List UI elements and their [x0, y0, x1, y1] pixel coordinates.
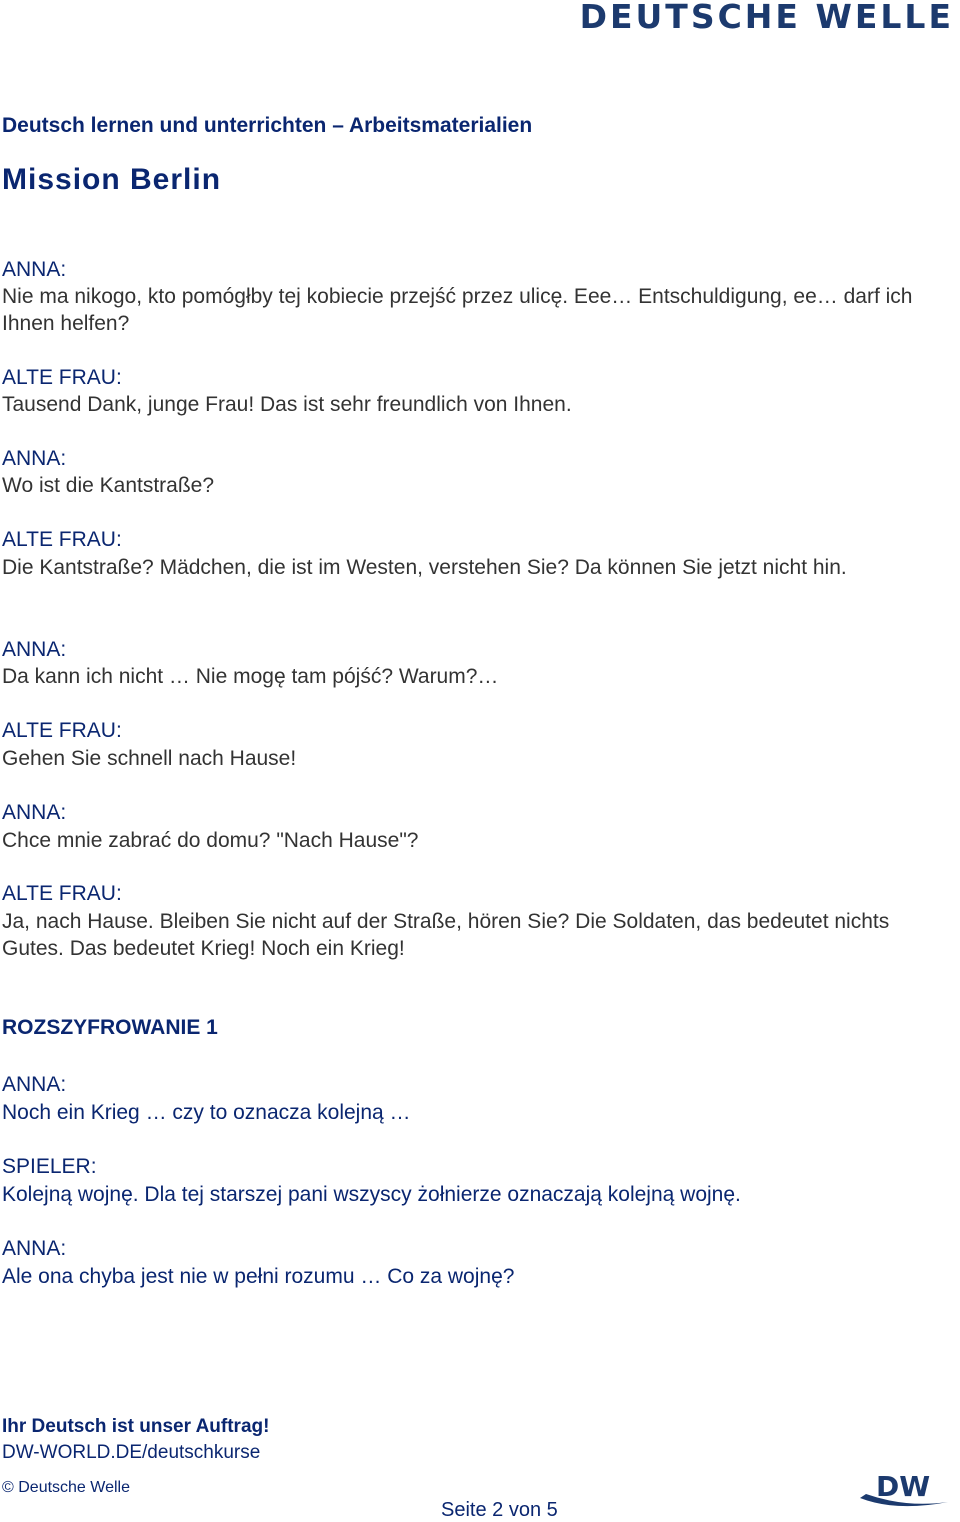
speaker-label: ANNA: [2, 1237, 67, 1260]
logo-text: DW [876, 1470, 931, 1503]
dw-logo-icon [856, 1468, 952, 1512]
dialogue-line: Kolejną wojnę. Dla tej starszej pani wszyscy żołnierze oznaczają kolejną wojnę. [2, 1183, 741, 1206]
speaker-label: ANNA: [2, 447, 67, 470]
dialogue-line: Gehen Sie schnell nach Hause! [2, 747, 297, 770]
brand-wordmark: DEUTSCHE WELLE [579, 0, 954, 36]
speaker-label: ANNA: [2, 258, 67, 281]
footer-copyright: © Deutsche Welle [2, 1479, 130, 1496]
speaker-label: ANNA: [2, 638, 67, 661]
dialogue-line: Ja, nach Hause. Bleiben Sie nicht auf der Straße, hören Sie? Die Soldaten, das bedeutet nichts Gutes. Das bedeutet Krieg! Noch ein Krieg! [2, 910, 890, 960]
page-number: Seite 2 von 5 [441, 1499, 558, 1521]
speaker-label: ALTE FRAU: [2, 719, 122, 742]
speaker-label: ALTE FRAU: [2, 882, 122, 905]
speaker-label: ALTE FRAU: [2, 528, 122, 551]
footer-slogan: Ihr Deutsch ist unser Auftrag! [2, 1416, 270, 1437]
dialogue-line: Ale ona chyba jest nie w pełni rozumu … Co za wojnę? [2, 1265, 515, 1288]
dialogue-line: Chce mnie zabrać do domu? "Nach Hause"? [2, 829, 419, 852]
dialogue-line: Die Kantstraße? Mädchen, die ist im Westen, verstehen Sie? Da können Sie jetzt nicht hin. [2, 556, 847, 579]
dialogue-line: Noch ein Krieg … czy to oznacza kolejną … [2, 1101, 411, 1124]
footer-url: DW-WORLD.DE/deutschkurse [2, 1442, 261, 1463]
section-heading: ROZSZYFROWANIE 1 [2, 1016, 218, 1039]
dialogue-line: Nie ma nikogo, kto pomógłby tej kobiecie przejść przez ulicę. Eee… Entschuldigung, ee… darf ich Ihnen helfen? [2, 285, 913, 335]
speaker-label: ANNA: [2, 801, 67, 824]
speaker-label: ALTE FRAU: [2, 366, 122, 389]
dialogue-line: Da kann ich nicht … Nie mogę tam pójść? Warum?… [2, 665, 499, 688]
speaker-label: ANNA: [2, 1073, 67, 1096]
dialogue-line: Tausend Dank, junge Frau! Das ist sehr freundlich von Ihnen. [2, 393, 572, 416]
page-title: Mission Berlin [2, 163, 222, 196]
page-subtitle: Deutsch lernen und unterrichten – Arbeitsmaterialien [2, 114, 533, 137]
dialogue-line: Wo ist die Kantstraße? [2, 474, 215, 497]
speaker-label: SPIELER: [2, 1155, 97, 1178]
